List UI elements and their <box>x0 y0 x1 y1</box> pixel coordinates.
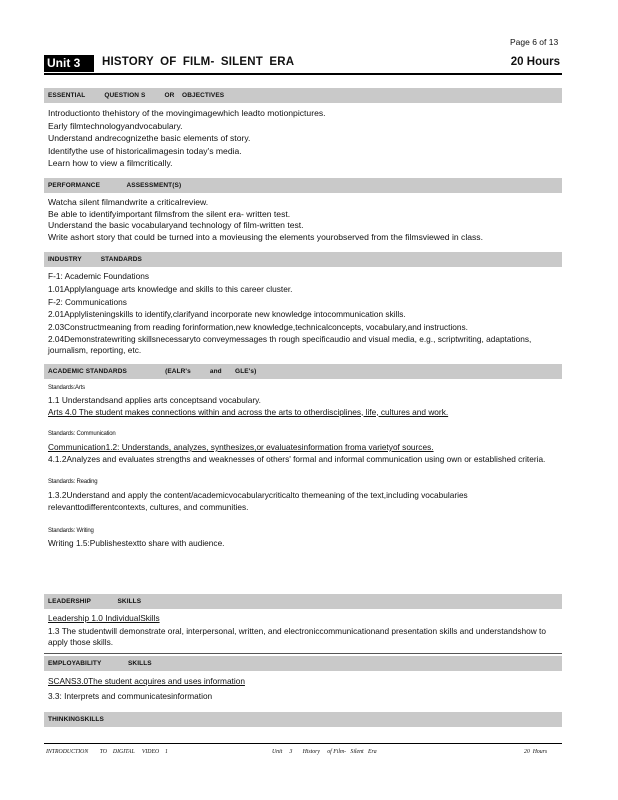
list-item: Communication1.2: Understands, analyzes, synthesizes,or evaluatesinformation froma varietyof sources. <box>48 442 434 452</box>
standards-writing-label: Standards: Writing <box>48 528 94 534</box>
standards-communication-label: Standards: Communication <box>48 431 116 437</box>
academic-standards-heading: ACADEMIC STANDARDS (EALR's and GLE's) <box>44 364 562 379</box>
standards-reading-label: Standards: Reading <box>48 479 98 485</box>
footer-hours: 20 Hours <box>524 749 548 755</box>
essential-questions-heading: ESSENTIAL QUESTION S OR OBJECTIVES <box>44 88 562 103</box>
list-item: F-1: Academic Foundations <box>48 271 149 281</box>
list-item: Be able to identifyimportant filmsfrom the silent era- written test. <box>48 208 291 219</box>
unit-header <box>44 55 562 73</box>
list-item: F-2: Communications <box>48 296 127 307</box>
list-item: Leadership 1.0 IndividualSkills <box>48 613 160 623</box>
performance-assessment-heading: PERFORMANCE ASSESSMENT(S) <box>44 178 562 193</box>
list-item: Introductionto thehistory of the movingimagewhich leadto motionpictures. <box>48 108 326 118</box>
list-item: 4.1.2Analyzes and evaluates strengths and weaknesses of others' formal and informal communication using own or established criteria. <box>48 453 546 464</box>
unit-label: Unit 3 <box>44 55 94 72</box>
page-number: Page 6 of 13 <box>510 37 559 47</box>
essential-questions-list <box>48 107 560 170</box>
list-item: Early filmtechnologyandvocabulary. <box>48 120 183 131</box>
industry-standards-heading: INDUSTRY STANDARDS <box>44 252 562 267</box>
footer-divider <box>44 743 562 744</box>
footer-course: INTRODUCTION TO DIGITAL VIDEO 1 <box>46 749 168 755</box>
list-item: Writing 1.5:Publishestextto share with audience. <box>48 538 225 548</box>
title-divider <box>44 73 562 75</box>
list-item: Understand the basic vocabularyand technology of film-written test. <box>48 220 304 230</box>
unit-title: HISTORY OF FILM- SILENT ERA <box>102 56 295 68</box>
footer-unit: Unit 3 History of Film- Silent Era <box>272 749 377 755</box>
list-item: Understand andrecognizethe basic elements of story. <box>48 133 251 143</box>
list-item: Identifythe use of historicalimagesin today's media. <box>48 145 242 156</box>
employability-skills-heading: EMPLOYABILITY SKILLS <box>44 656 562 671</box>
list-item: 3.3: Interprets and communicatesinformation <box>48 691 213 701</box>
list-item: 1.3.2Understand and apply the content/academicvocabularycriticalto themeaning of the text,including vocabularies relevanttodifferentcontexts, cultures, and communities. <box>48 490 468 512</box>
list-item: 1.1 Understandsand applies arts conceptsand vocabulary. <box>48 395 261 405</box>
list-item: Arts 4.0 The student makes connections within and across the arts to otherdisciplines, life, cultures and work. <box>48 406 449 417</box>
list-item: 2.03Constructmeaning from reading forinformation,new knowledge,technicalconcepts, vocabulary,and instructions. <box>48 322 468 333</box>
industry-standards-list <box>48 270 560 356</box>
unit-hours: 20 Hours <box>510 56 560 68</box>
list-item: 2.04Demonstratewriting skillsnecessaryto conveymessages th rough specificaudio and visual media, e.g., scriptwriting, adaptations, journalism, reporting, etc. <box>48 333 532 355</box>
thinking-skills-heading: THINKINGSKILLS <box>44 712 562 727</box>
academic-standards-content <box>48 384 560 550</box>
list-item: SCANS3.0The student acquires and uses information <box>48 676 245 686</box>
standards-arts-label: Standards:Arts <box>48 385 85 391</box>
list-item: 2.01Applylisteningskills to identify,clarifyand incorporate new knowledge intocommunication skills. <box>48 309 406 320</box>
list-item: Watcha silent filmandwrite a criticalreview. <box>48 197 209 207</box>
list-item: 1.01Applylanguage arts knowledge and skills to this career cluster. <box>48 283 293 294</box>
performance-assessment-list <box>48 197 560 243</box>
list-item: Learn how to view a filmcritically. <box>48 158 173 168</box>
leadership-skills-heading: LEADERSHIP SKILLS <box>44 594 562 609</box>
leadership-skills-content <box>48 613 560 648</box>
employability-skills-content <box>48 675 560 702</box>
list-item: Write ashort story that could be turned into a movieusing the elements yourobserved from the filmsviewed in class. <box>48 231 483 242</box>
list-item: 1.3 The studentwill demonstrate oral, interpersonal, written, and electroniccommunicationand presentation skills and understandshow to apply those skills. <box>48 626 546 647</box>
section-divider <box>44 653 562 654</box>
